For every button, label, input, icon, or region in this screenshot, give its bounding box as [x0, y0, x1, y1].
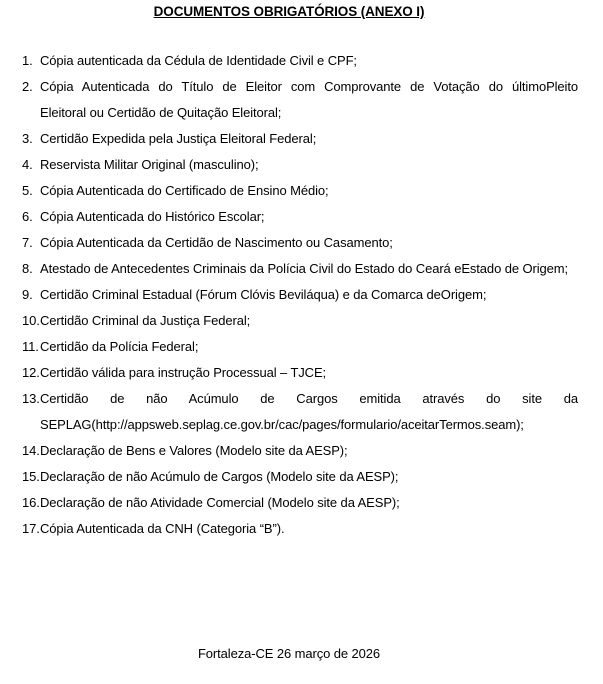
list-item [0, 360, 603, 386]
list-item-number: 3. [22, 131, 33, 146]
list-item-text [40, 386, 578, 438]
list-item [0, 256, 603, 282]
list-item-text [40, 282, 578, 308]
list-item-line: Certidão válida para instrução Processual – TJCE; [40, 365, 327, 380]
list-item-text [40, 308, 578, 334]
list-item [0, 334, 603, 360]
list-item-line: Certidão Criminal Estadual (Fórum Clóvis Beviláqua) e da Comarca deOrigem; [40, 287, 487, 302]
list-item [0, 490, 603, 516]
list-item-line: Cópia Autenticada da Certidão de Nascimento ou Casamento; [40, 235, 393, 250]
list-item-text [40, 178, 578, 204]
list-item [0, 308, 603, 334]
list-item-number: 12. [22, 365, 40, 380]
list-item-line: Certidão Criminal da Justiça Federal; [40, 313, 251, 328]
list-item [0, 48, 603, 74]
list-item [0, 386, 603, 438]
list-item-line: Atestado de Antecedentes Criminais da Polícia Civil do Estado do Ceará eEstado de Origem; [40, 261, 569, 276]
list-item-number: 4. [22, 157, 33, 172]
required-documents-list [0, 48, 603, 542]
list-item-text [40, 152, 578, 178]
list-item [0, 516, 603, 542]
list-item-line: Cópia autenticada da Cédula de Identidade Civil e CPF; [40, 53, 357, 68]
list-item-number: 16. [22, 495, 40, 510]
list-item-number: 9. [22, 287, 33, 302]
list-item-number: 7. [22, 235, 33, 250]
list-item-number: 11. [22, 339, 39, 354]
list-item-number: 8. [22, 261, 33, 276]
list-item [0, 464, 603, 490]
list-item [0, 74, 603, 126]
list-item-text [40, 230, 578, 256]
list-item-text [40, 516, 578, 542]
list-item-line: Declaração de Bens e Valores (Modelo site da AESP); [40, 443, 348, 458]
list-item-number: 13. [22, 391, 40, 406]
footer-dateline: Fortaleza-CE 26 março de 2026 [197, 646, 381, 661]
list-item-line: Eleitoral ou Certidão de Quitação Eleitoral; [40, 105, 282, 120]
list-item-line: Declaração de não Acúmulo de Cargos (Modelo site da AESP); [40, 469, 399, 484]
list-item-text [40, 74, 578, 126]
list-item-line: Certidão Expedida pela Justiça Eleitoral Federal; [40, 131, 317, 146]
list-item-number: 15. [22, 469, 40, 484]
list-item-line: Cópia Autenticada do Certificado de Ensino Médio; [40, 183, 329, 198]
list-item-text [40, 48, 578, 74]
list-item-text [40, 204, 578, 230]
list-item [0, 230, 603, 256]
list-item-line: Cópia Autenticada do Histórico Escolar; [40, 209, 265, 224]
list-item-line: Declaração de não Atividade Comercial (Modelo site da AESP); [40, 495, 400, 510]
list-item-line: Reservista Militar Original (masculino); [40, 157, 259, 172]
list-item-text [40, 256, 578, 282]
list-item-text [40, 438, 578, 464]
list-item-line: Certidão de não Acúmulo de Cargos emitida através do site da [40, 391, 578, 406]
list-item-text [40, 464, 578, 490]
list-item [0, 438, 603, 464]
list-item-number: 5. [22, 183, 33, 198]
list-item-text [40, 334, 578, 360]
list-item-number: 6. [22, 209, 33, 224]
list-item [0, 178, 603, 204]
list-item-number: 1. [22, 53, 33, 68]
list-item-number: 17. [22, 521, 40, 536]
list-item-number: 2. [22, 79, 33, 94]
list-item [0, 126, 603, 152]
list-item-text [40, 360, 578, 386]
list-item-text [40, 126, 578, 152]
list-item-line: Cópia Autenticada do Título de Eleitor com Comprovante de Votação do últimoPleito [40, 79, 578, 94]
list-item [0, 152, 603, 178]
list-item-number: 10. [22, 313, 40, 328]
page-title: DOCUMENTOS OBRIGATÓRIOS (ANEXO I) [153, 4, 425, 19]
list-item-number: 14. [22, 443, 40, 458]
list-item [0, 282, 603, 308]
list-item-text [40, 490, 578, 516]
list-item-line: Cópia Autenticada da CNH (Categoria “B”). [40, 521, 285, 536]
list-item [0, 204, 603, 230]
list-item-line: Certidão da Polícia Federal; [40, 339, 199, 354]
list-item-line: SEPLAG(http://appsweb.seplag.ce.gov.br/cac/pages/formulario/aceitarTermos.seam); [40, 417, 524, 432]
